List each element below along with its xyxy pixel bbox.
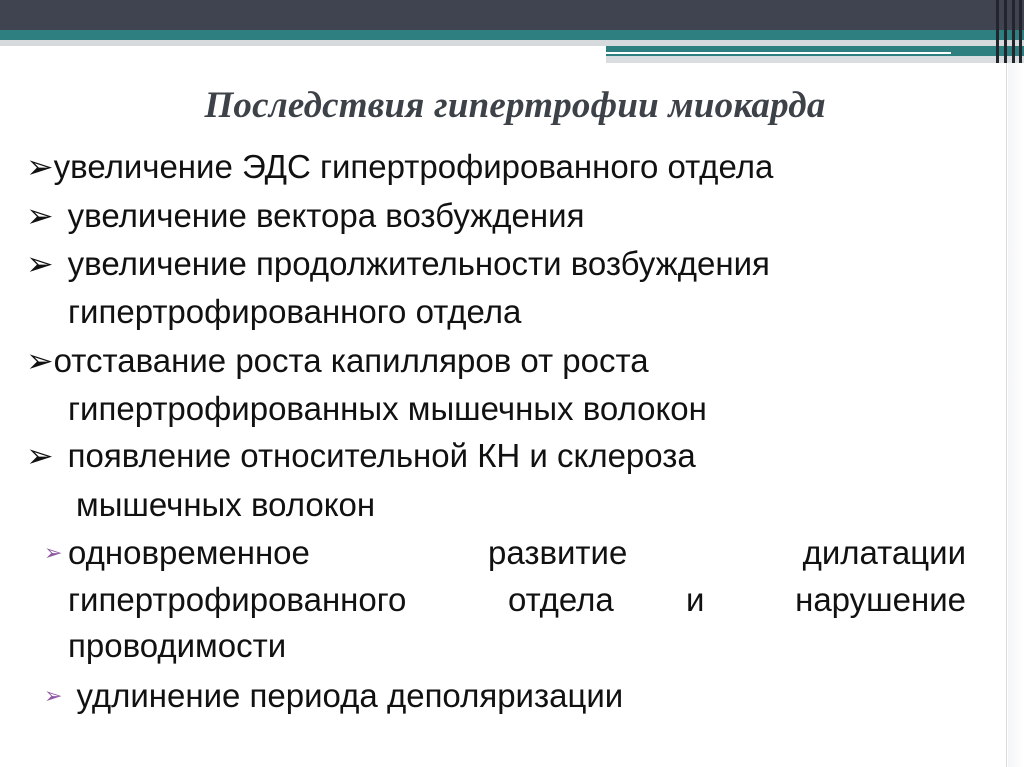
list-item-continuation: гипертрофированных мышечных волокон [68, 390, 707, 427]
list-item-text: отставание роста капилляров от роста [53, 342, 649, 379]
arrow-bullet-icon: ➢ [26, 196, 54, 235]
header-band-teal [0, 30, 1024, 40]
arrow-bullet-icon: ➢ [44, 541, 63, 566]
right-divider [1006, 63, 1007, 767]
list-item-bullet [44, 533, 68, 574]
right-shadow [1008, 63, 1024, 767]
corner-stripe [1004, 0, 1007, 63]
arrow-bullet-icon: ➢ [26, 436, 54, 475]
list-item-text: удлинение периода деполяризации [76, 677, 624, 714]
list-item-text: увеличение вектора возбуждения [67, 197, 585, 234]
arrow-bullet-icon: ➢ [26, 244, 54, 283]
word: гипертрофированного [68, 581, 407, 618]
list-item-text: увеличение продолжительности возбуждения [67, 245, 770, 282]
arrow-bullet-icon: ➢ [26, 341, 54, 380]
list-item [26, 436, 696, 476]
word: одновременное [68, 534, 310, 571]
header-accent-teal [606, 46, 1024, 56]
arrow-bullet-icon: ➢ [26, 147, 54, 186]
word: дилатации [802, 534, 966, 571]
list-item-continuation: проводимости [68, 627, 287, 664]
header-band-dark [0, 0, 1024, 30]
list-item [26, 147, 773, 187]
word: отдела [508, 581, 614, 618]
slide-title: Последствия гипертрофии миокарда [204, 85, 826, 126]
list-item-text: увеличение ЭДС гипертрофированного отдела [53, 148, 774, 185]
word: нарушение [795, 581, 966, 618]
list-item [26, 196, 584, 236]
list-item [26, 341, 649, 381]
word: и [686, 581, 705, 618]
word: развитие [488, 534, 628, 571]
corner-stripe [1012, 0, 1015, 63]
list-item [26, 244, 770, 284]
corner-stripe [1019, 0, 1022, 63]
list-item-justified-line [68, 533, 966, 573]
list-item-justified-line [68, 580, 966, 620]
list-item-continuation: мышечных волокон [76, 486, 376, 523]
corner-stripe [996, 0, 999, 63]
header-accent-line [606, 52, 951, 54]
list-item-continuation: гипертрофированного отдела [68, 293, 522, 330]
list-item [44, 676, 623, 717]
header-accent-gray [606, 56, 1024, 63]
arrow-bullet-icon: ➢ [44, 684, 63, 709]
list-item-text: появление относительной КН и склероза [67, 437, 696, 474]
